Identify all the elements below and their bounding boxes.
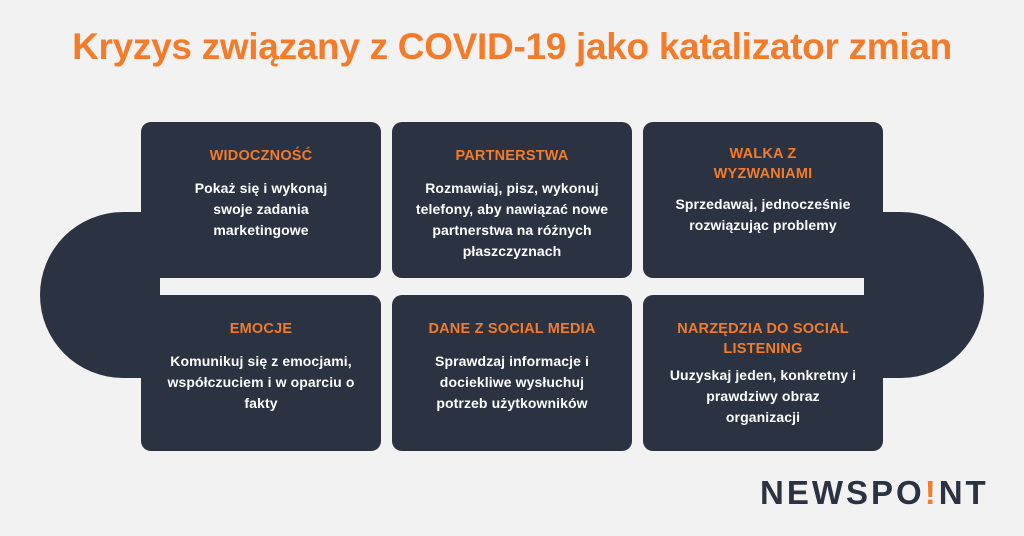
card-heading: NARZĘDZIA DO SOCIAL LISTENING — [677, 321, 849, 357]
logo-text-start: NEWSPO — [760, 474, 925, 511]
card-heading: WALKA Z WYZWANIAMI — [713, 146, 813, 182]
card-text: Uuzyskaj jeden, konkretny i prawdziwy obraz organizacji — [669, 367, 857, 425]
card-emotions — [141, 295, 381, 451]
logo-text-end: NT — [938, 474, 989, 511]
card-social-media-data — [392, 295, 632, 451]
card-text: Pokaż się i wykonaj swoje zadania marketingowe — [194, 180, 328, 238]
card-challenges — [643, 122, 883, 278]
card-heading: EMOCJE — [229, 321, 293, 337]
logo-accent-mark: ! — [924, 474, 939, 511]
card-social-listening-tools — [643, 295, 883, 451]
card-heading: PARTNERSTWA — [455, 148, 569, 164]
card-visibility — [141, 122, 381, 278]
card-text: Sprawdzaj informacje i dociekliwe wysłuchuj potrzeb użytkowników — [435, 353, 589, 411]
card-heading: DANE Z SOCIAL MEDIA — [428, 321, 596, 337]
card-text: Sprzedawaj, jednocześnie rozwiązując problemy — [675, 196, 851, 233]
newspoint-logo — [760, 474, 989, 512]
card-partnerships — [392, 122, 632, 278]
page-title: Kryzys związany z COVID-19 jako katalizator zmian — [72, 26, 952, 67]
card-text: Komunikuj się z emocjami, współczuciem i w oparciu o fakty — [167, 353, 355, 411]
card-heading: WIDOCZNOŚĆ — [209, 148, 313, 164]
card-text: Rozmawiaj, pisz, wykonuj telefony, aby nawiązać nowe partnerstwa na różnych płaszczyznach — [415, 180, 609, 259]
